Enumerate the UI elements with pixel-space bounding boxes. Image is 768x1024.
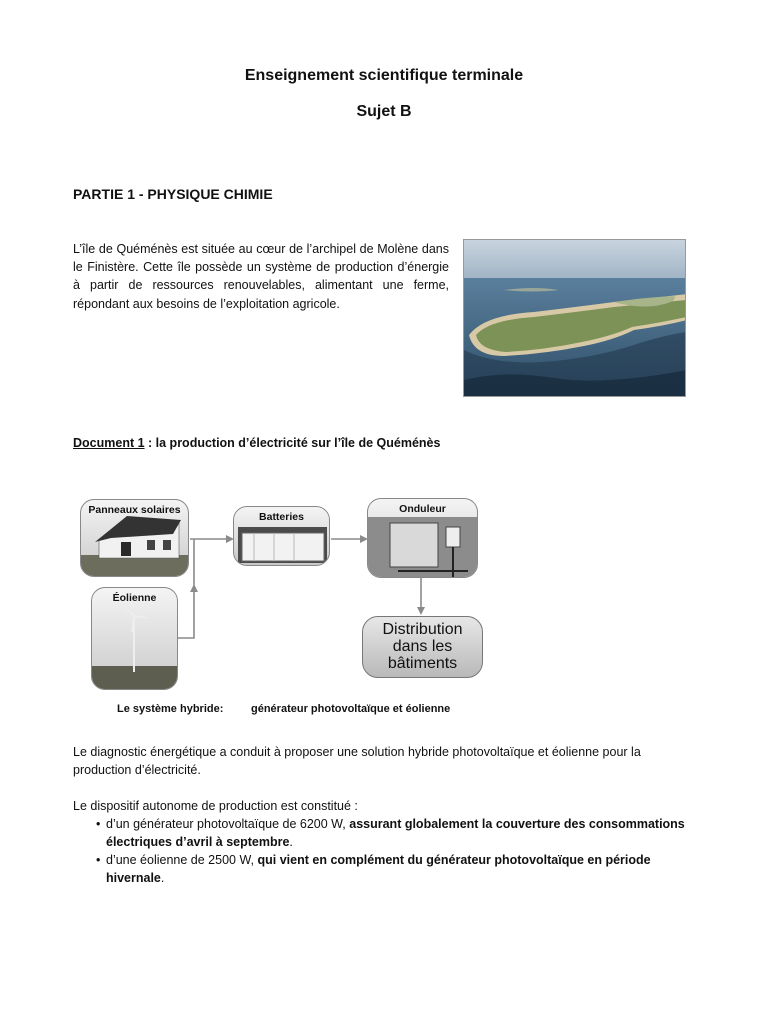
inverter-box (367, 498, 478, 578)
wind-turbine-label: Éolienne (112, 592, 157, 604)
solar-panels-box (80, 499, 189, 577)
diagram-caption-right: générateur photovoltaïque et éolienne (251, 703, 451, 715)
page-subtitle: Sujet B (356, 103, 412, 120)
list-item-bold: assurant globalement la couverture des consommations électriques d’avril à septembre (106, 817, 685, 849)
list-item-suffix: . (160, 871, 165, 885)
distribution-line1: Distribution (382, 621, 463, 638)
production-list (73, 815, 693, 887)
inverter-label: Onduleur (399, 503, 446, 515)
distribution-line3: bâtiments (387, 655, 458, 672)
list-item-bold: qui vient en complément du générateur photovoltaïque en période hivernale (106, 853, 651, 885)
solar-panels-label: Panneaux solaires (88, 504, 181, 516)
distribution-box (362, 616, 483, 678)
wind-turbine-box (91, 587, 178, 690)
bullet-icon: • (96, 853, 101, 867)
section-title: PARTIE 1 - PHYSIQUE CHIMIE (73, 186, 273, 202)
list-item (73, 851, 693, 887)
intro-paragraph: L’île de Quéménès est située au cœur de l’archipel de Molène dans le Finistère. Cette île possède un système de production d’énergie à partir de ressources renouvelables, alimentant une ferme, répondant aux besoins de l’exploitation agricole. (73, 242, 449, 311)
document-label: Document 1 (73, 436, 145, 450)
document-title: : la production d’électricité sur l’île de Quéménès (144, 436, 441, 450)
list-item-suffix: . (289, 835, 293, 849)
page-title: Enseignement scientifique terminale (244, 67, 524, 84)
batteries-box (233, 506, 330, 566)
distribution-line2: dans les (392, 638, 453, 655)
device-intro-paragraph: Le dispositif autonome de production est constitué : (73, 799, 358, 813)
batteries-label: Batteries (259, 511, 304, 523)
list-item-text: d’un générateur photovoltaïque de 6200 W, (106, 817, 350, 831)
diagram-caption-left: Le système hybride: (117, 703, 224, 715)
bullet-icon: • (96, 817, 101, 831)
list-item (73, 815, 693, 851)
diagnostic-paragraph: Le diagnostic énergétique a conduit à proposer une solution hybride photovoltaïque et éolienne pour la production d’électricité. (73, 745, 641, 777)
list-item-text: d’une éolienne de 2500 W, (106, 853, 258, 867)
